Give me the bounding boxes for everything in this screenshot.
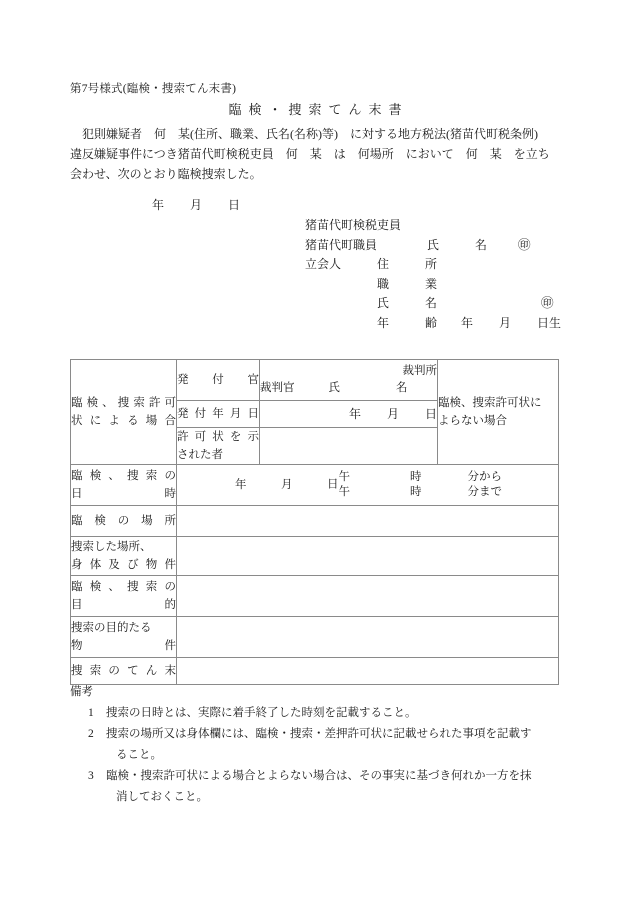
witness-name-label: 氏 名 [377,296,438,310]
table-row-searched [71,537,559,576]
date-year-label: 年 [152,198,165,212]
datetime-minute-stack [468,470,503,500]
remarks-item-text: 捜索の日時とは、実際に着手終了した時刻を記載すること。 [106,707,417,719]
table-row-purpose [71,576,559,617]
remarks-item-text: 捜索の場所又は身体欄には、臨検・捜索・差押許可状に記載せられた事項を記載す [106,728,532,740]
staff-row [305,236,561,256]
witness-name-row [305,294,561,314]
purpose-label-line-1: 臨検、捜索の [71,581,176,593]
nonwarrant-case-cell[interactable] [438,360,559,465]
date-month-label: 月 [190,198,203,212]
objects-label-line-1: 捜索の目的たる [71,622,152,634]
judge-name-label-a: 氏 [328,382,340,394]
issuer-label: 発付官 [177,374,259,386]
datetime-hour-stack [410,470,422,500]
witness-address-label: 住 所 [377,257,438,271]
purpose-label-line-2: 目 的 [71,599,176,611]
searched-label-line-2: 身体及び物件 [71,559,176,571]
date-line [152,196,240,213]
record-table [70,359,559,685]
remarks-title: 備考 [70,686,93,698]
datetime-month: 月 [281,478,293,491]
searched-label-cell [71,537,177,576]
result-label-cell [71,658,177,685]
remarks-item-continuation: ること。 [116,749,162,761]
issuer-label-cell [177,360,260,401]
intro-paragraph [70,124,562,184]
shown-person-label-line-1: 許可状を示 [177,431,259,443]
witness-occupation-label: 職 業 [377,276,438,291]
datetime-year: 年 [235,478,247,491]
shown-person-value-cell[interactable] [260,428,438,465]
datetime-label-cell [71,465,177,506]
shown-person-label-cell [177,428,260,465]
remarks-item [70,703,565,724]
remarks-section [70,682,565,808]
witness-age-row [305,314,561,334]
table-row-place [71,506,559,537]
warrant-case-label-line-2: 状による場合 [71,415,176,427]
witness-birth-month: 月 [499,315,512,330]
datetime-day: 日 [327,478,339,491]
warrant-case-label-line-1: 臨検、捜索許可 [71,397,176,409]
place-value-cell[interactable] [177,506,559,537]
datetime-hour-2: 時 [410,486,422,498]
witness-age-label: 年 齢 [377,315,438,330]
witness-seal-icon: ㊞ [541,296,554,310]
remarks-item-number: 1 [88,707,94,719]
intro-line-1: 犯則嫌疑者 何 某(住所、職業、氏名(名称)等) に対する地方税法(猪苗代町税条例) [82,127,538,141]
datetime-value-cell[interactable] [177,465,559,506]
purpose-label-cell [71,576,177,617]
issue-date-day: 日 [424,407,437,421]
inspector-title: 猪苗代町検税吏員 [305,218,402,232]
staff-seal-icon: ㊞ [518,237,531,252]
remarks-item [70,724,565,766]
table-row-datetime [71,465,559,506]
datetime-ampm-stack [339,470,351,500]
intro-line-2: 違反嫌疑事件につき猪苗代町検税吏員 何 某 は 何場所 において 何 某 を立ち [70,147,550,161]
datetime-label-line-2: 日 時 [71,488,176,500]
warrant-case-label-cell [71,360,177,465]
place-label: 臨検の場所 [71,515,176,527]
nonwarrant-label-line-1: 臨検、捜索許可状に [438,397,542,409]
remarks-item-number: 3 [88,770,94,782]
result-value-cell[interactable] [177,658,559,685]
remarks-item-continuation: 消しておくこと。 [116,791,208,803]
witness-birth-day: 日生 [537,315,562,330]
datetime-hour-1: 時 [410,471,422,483]
issue-date-label-cell [177,401,260,428]
court-label: 裁判所 [402,365,437,377]
datetime-inline [177,470,558,500]
issue-date-year: 年 [348,407,361,421]
judge-name-row [260,380,437,397]
remarks-item-number: 2 [88,728,94,740]
judge-name-label-b: 名 [396,382,408,394]
remarks-item [70,766,565,808]
datetime-label-line-1: 臨検、捜索の [71,470,176,482]
staff-name-label: 氏 名 [427,237,488,252]
table-row-issuer [71,360,559,401]
witness-occupation-row [305,275,561,295]
datetime-min-from: 分から [467,471,502,483]
document-title: 臨検・捜索てん末書 [228,102,409,117]
searched-label-line-1: 捜索した場所、 [71,541,152,553]
signature-block [305,216,561,333]
issue-date-value-cell[interactable] [260,401,438,428]
table-row-objects [71,617,559,658]
datetime-am-2: 午 [338,486,350,498]
remarks-item-text: 臨検・捜索許可状による場合とよらない場合は、その事実に基づき何れか一方を抹 [106,770,532,782]
objects-value-cell[interactable] [177,617,559,658]
shown-person-label-line-2: された者 [177,449,223,461]
objects-label-line-2: 物 件 [71,640,176,652]
judge-name-cell[interactable] [260,360,438,401]
datetime-am-1: 午 [338,471,350,483]
datetime-min-to: 分まで [467,486,502,498]
witness-label: 立会人 [305,257,342,271]
purpose-value-cell[interactable] [177,576,559,617]
result-label: 捜索のてん末 [71,665,176,677]
staff-title: 猪苗代町職員 [305,237,378,252]
witness-birth-year: 年 [461,315,474,330]
inspector-title-row [305,216,561,236]
date-day-label: 日 [228,198,241,212]
table-row-result [71,658,559,685]
intro-line-3: 会わせ、次のとおり臨検捜索した。 [70,167,262,181]
place-label-cell [71,506,177,537]
objects-label-cell [71,617,177,658]
nonwarrant-label-line-2: よらない場合 [438,415,507,427]
judge-label: 裁判官 [260,382,295,394]
form-code: 第7号様式(臨検・捜索てん末書) [70,83,237,95]
issue-date-month: 月 [386,407,399,421]
searched-value-cell[interactable] [177,537,559,576]
witness-address-row [305,255,561,275]
issue-date-label: 発付年月日 [177,408,259,420]
